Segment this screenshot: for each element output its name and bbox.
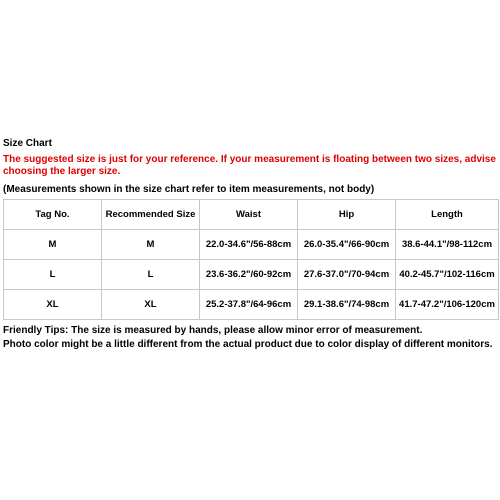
cell-tag-no: M	[4, 230, 102, 260]
header-length: Length	[396, 200, 499, 230]
size-chart-section	[3, 138, 497, 352]
header-recommended-size: Recommended Size	[102, 200, 200, 230]
measurement-note: (Measurements shown in the size chart refer to item measurements, not body)	[3, 184, 375, 195]
size-chart-title: Size Chart	[3, 138, 52, 149]
cell-hip: 26.0-35.4"/66-90cm	[298, 230, 396, 260]
size-table	[3, 199, 499, 320]
cell-length: 41.7-47.2"/106-120cm	[396, 290, 499, 320]
photo-color-tip: Photo color might be a little different from the actual product due to color display of different monitors.	[3, 339, 493, 350]
cell-length: 40.2-45.7"/102-116cm	[396, 260, 499, 290]
cell-hip: 27.6-37.0"/70-94cm	[298, 260, 396, 290]
cell-hip: 29.1-38.6"/74-98cm	[298, 290, 396, 320]
table-row	[4, 260, 499, 290]
cell-tag-no: L	[4, 260, 102, 290]
header-hip: Hip	[298, 200, 396, 230]
table-row	[4, 230, 499, 260]
friendly-tip: Friendly Tips: The size is measured by hands, please allow minor error of measurement.	[3, 325, 423, 336]
cell-waist: 22.0-34.6"/56-88cm	[200, 230, 298, 260]
cell-recommended-size: XL	[102, 290, 200, 320]
header-tag-no: Tag No.	[4, 200, 102, 230]
cell-recommended-size: L	[102, 260, 200, 290]
cell-recommended-size: M	[102, 230, 200, 260]
cell-waist: 25.2-37.8"/64-96cm	[200, 290, 298, 320]
table-row	[4, 290, 499, 320]
cell-tag-no: XL	[4, 290, 102, 320]
cell-waist: 23.6-36.2"/60-92cm	[200, 260, 298, 290]
cell-length: 38.6-44.1"/98-112cm	[396, 230, 499, 260]
header-waist: Waist	[200, 200, 298, 230]
table-header-row	[4, 200, 499, 230]
tips-section	[3, 324, 497, 352]
size-advice-notice: The suggested size is just for your reference. If your measurement is floating between two sizes, advise choosing the larger size.	[3, 154, 496, 177]
